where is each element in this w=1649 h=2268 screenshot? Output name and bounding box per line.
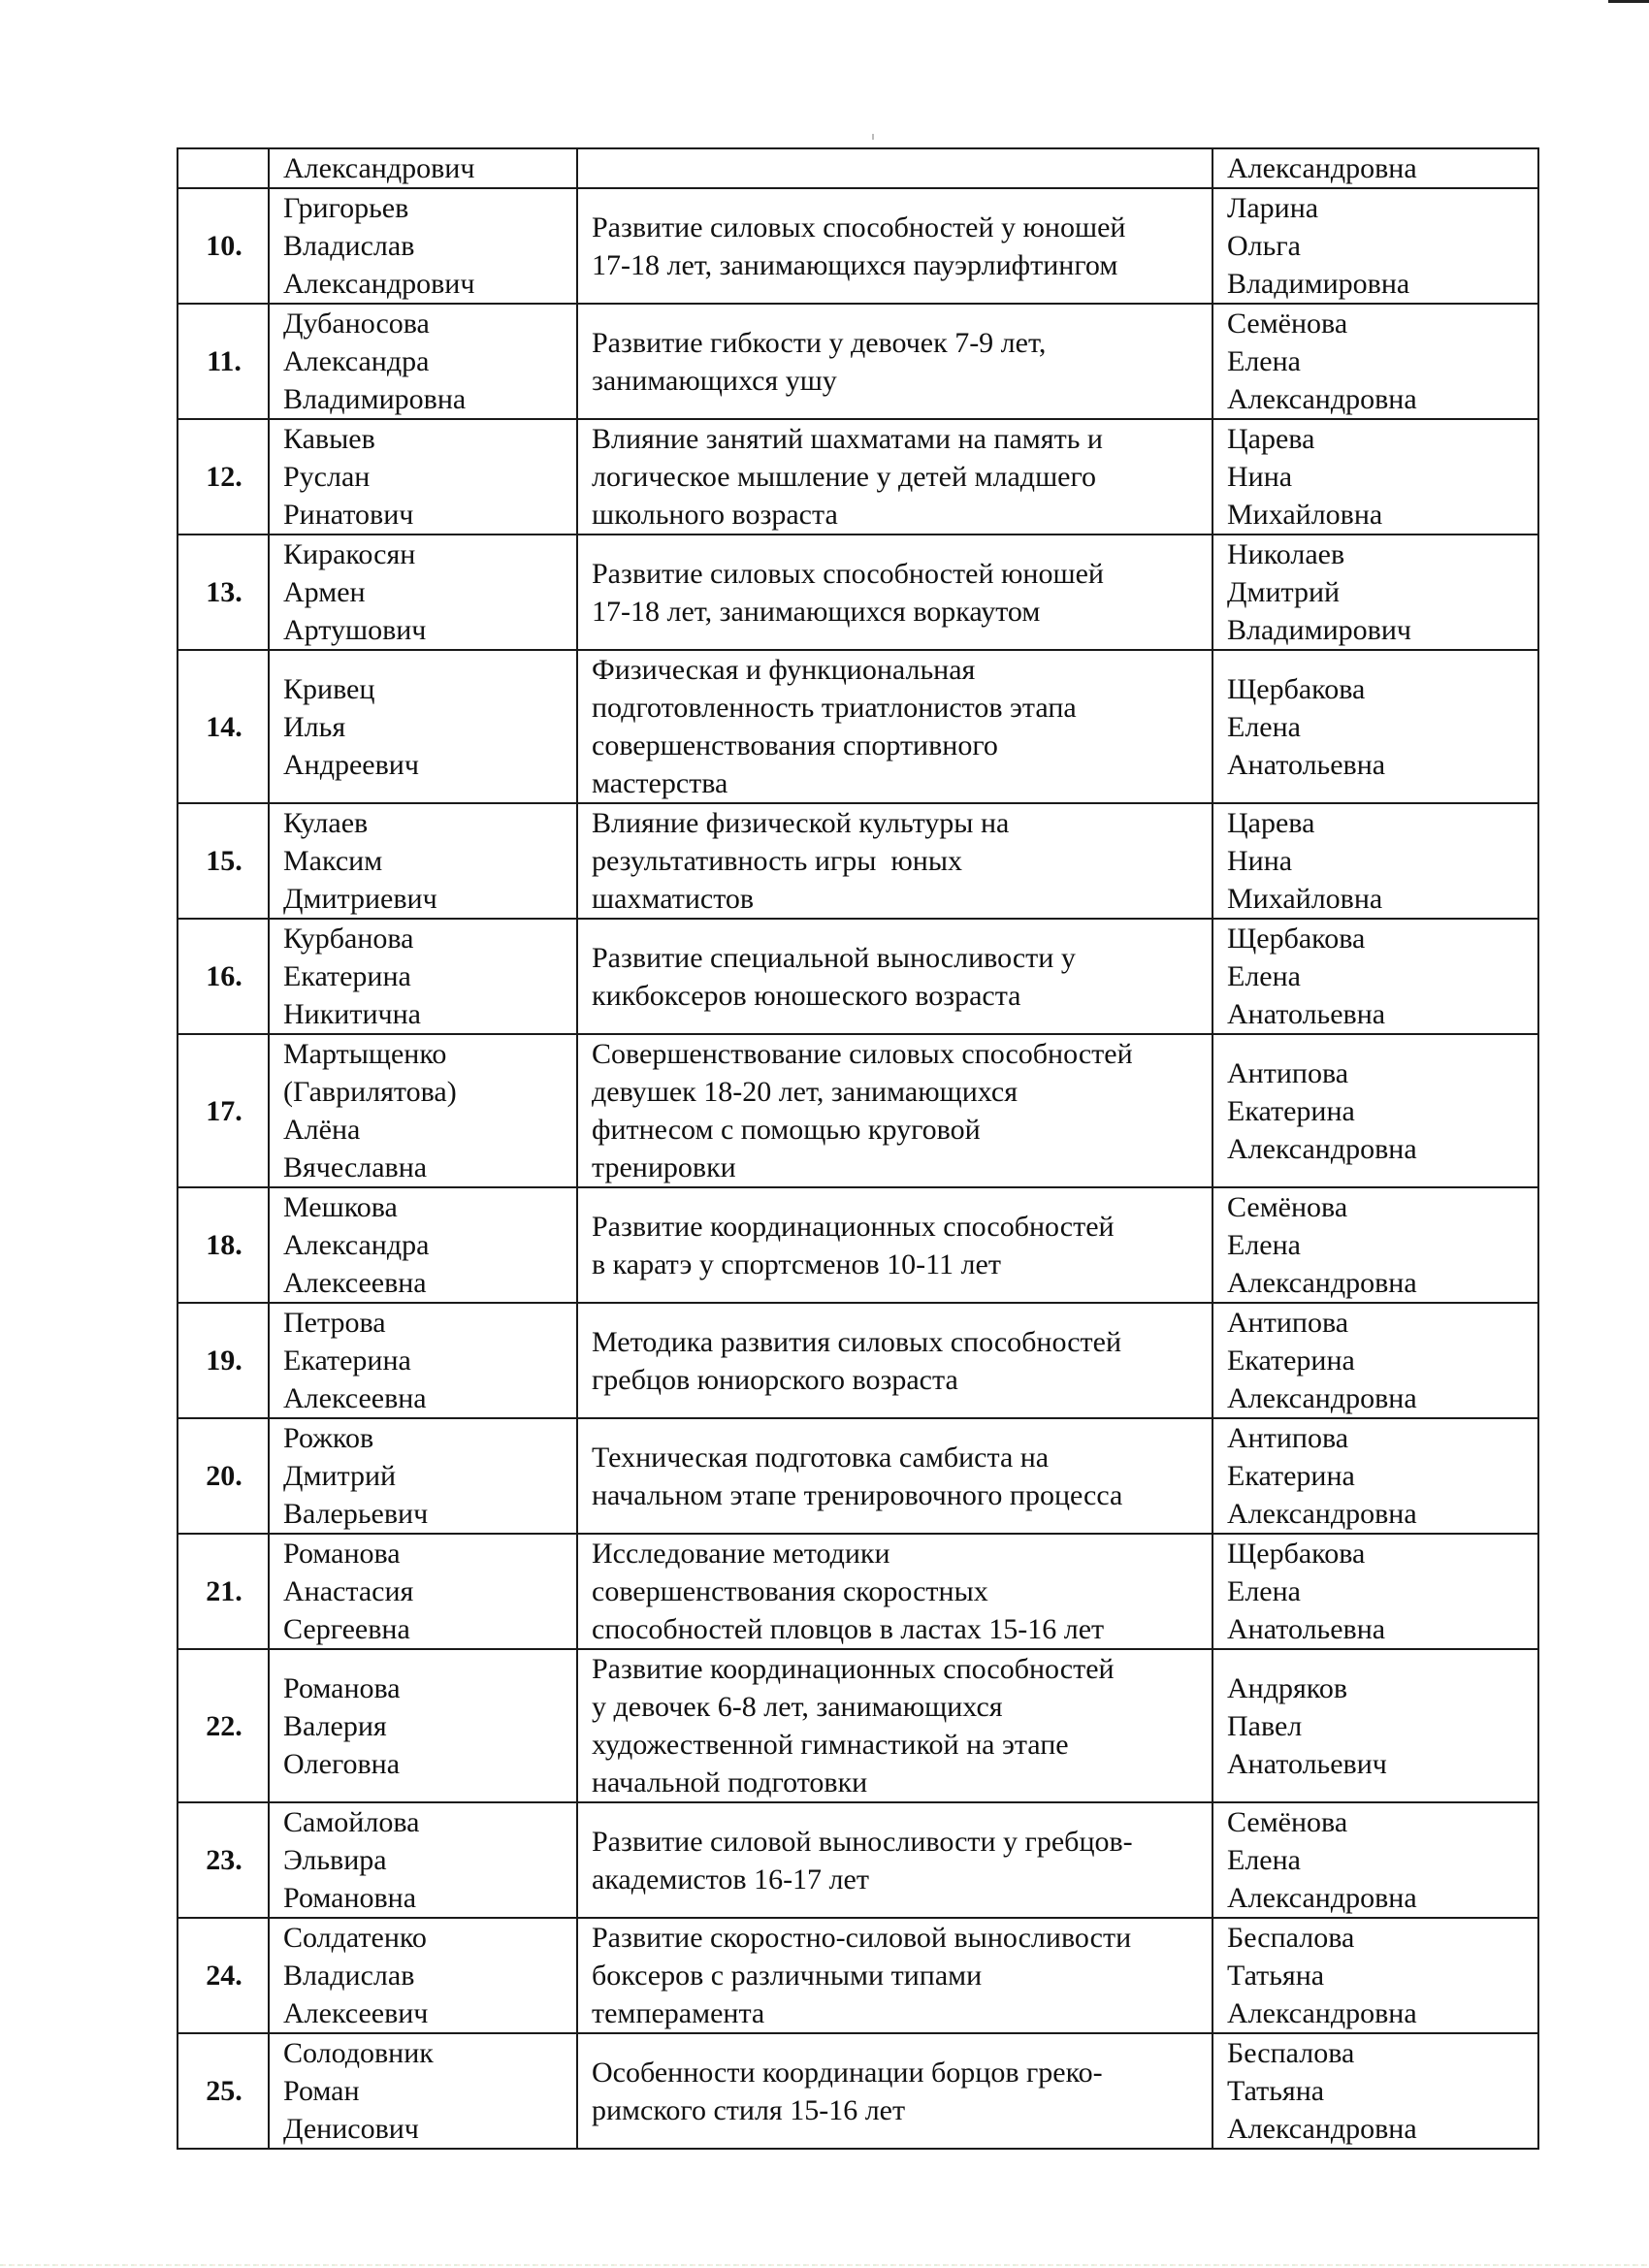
scan-bottom-edge [0,2264,1649,2266]
student-name-line: Сергеевна [283,1613,410,1645]
student-name-line: Владислав [283,1960,415,1992]
student-name-line: Александрович [283,152,475,184]
supervisor-name-line: Александровна [1227,1498,1417,1530]
supervisor-name-line: Царева [1227,423,1315,455]
thesis-topic-cell [577,1649,1212,1802]
thesis-topic-line: шахматистов [592,883,755,915]
student-name-line: Владимировна [283,383,467,415]
supervisor-cell [1212,304,1538,419]
thesis-topic-cell [577,1918,1212,2033]
thesis-topic-line: подготовленность триатлонистов этапа [592,692,1077,724]
row-number-cell: 20. [178,1418,269,1534]
thesis-topic-line: темперамента [592,1997,765,2029]
thesis-topic-line: совершенствования скоростных [592,1575,988,1607]
thesis-topic-line: 17-18 лет, занимающихся пауэрлифтингом [592,248,1118,281]
table-row [178,1034,1538,1187]
supervisor-name-line: Елена [1227,1229,1301,1261]
thesis-topic-cell [577,2033,1212,2149]
thesis-topic-cell [577,304,1212,419]
supervisor-name-line: Семёнова [1227,308,1348,340]
supervisor-cell [1212,188,1538,304]
supervisor-name-line: Елена [1227,1575,1301,1607]
thesis-topic-line: римского стиля 15-16 лет [592,2093,906,2126]
supervisor-name-line: Татьяна [1227,1960,1325,1992]
supervisor-name-line: Екатерина [1227,1094,1355,1127]
thesis-topic-line: результативность игры юных [592,845,962,877]
supervisor-cell [1212,1918,1538,2033]
supervisor-name-line: Елена [1227,1844,1301,1876]
supervisor-cell [1212,1303,1538,1418]
row-number-cell: 15. [178,803,269,919]
student-name-line: Роман [283,2075,360,2107]
table-row [178,535,1538,650]
thesis-topic-line: Развитие силовых способностей у юношей [592,211,1126,243]
student-name-line: Петрова [283,1307,386,1339]
supervisor-cell [1212,1418,1538,1534]
thesis-topic-line: Исследование методики [592,1538,890,1570]
scan-smudge [872,134,874,140]
student-name-cell [269,2033,577,2149]
supervisor-cell [1212,419,1538,535]
supervisor-name-line: Щербакова [1227,923,1366,955]
supervisor-cell [1212,1649,1538,1802]
student-name-line: Владислав [283,230,415,262]
row-number-cell: 13. [178,535,269,650]
supervisor-name-line: Беспалова [1227,2037,1355,2069]
student-name-line: Ринатович [283,499,414,531]
supervisor-name-line: Михайловна [1227,499,1383,531]
table-row [178,1802,1538,1918]
supervisor-name-line: Антипова [1227,1056,1349,1089]
student-name-line: Андреевич [283,748,419,781]
table-row [178,1418,1538,1534]
thesis-topic-line: Развитие специальной выносливости у [592,941,1076,974]
thesis-topic-line: тренировки [592,1151,736,1183]
supervisor-name-line: Нина [1227,461,1293,493]
student-name-line: Валерьевич [283,1498,429,1530]
student-name-line: Екатерина [283,960,411,992]
table-row [178,919,1538,1034]
supervisor-name-line: Анатольевна [1227,998,1386,1030]
thesis-topic-cell [577,919,1212,1034]
supervisor-name-line: Беспалова [1227,1922,1355,1954]
supervisor-name-line: Екатерина [1227,1460,1355,1492]
supervisor-cell [1212,1534,1538,1649]
student-name-line: Алёна [283,1114,361,1146]
thesis-topic-cell [577,1187,1212,1303]
row-number-cell: 21. [178,1534,269,1649]
row-number-cell: 24. [178,1918,269,2033]
thesis-topic-line: Особенности координации борцов греко- [592,2056,1103,2089]
supervisor-name-line: Анатольевна [1227,748,1386,781]
thesis-topic-cell [577,1534,1212,1649]
row-number-cell: 14. [178,650,269,803]
thesis-topic-line: совершенствования спортивного [592,729,998,761]
student-name-cell [269,1802,577,1918]
table-row [178,1649,1538,1802]
table-row [178,2033,1538,2149]
thesis-topic-line: 17-18 лет, занимающихся воркаутом [592,595,1041,628]
thesis-topic-line: Развитие силовой выносливости у гребцов- [592,1825,1133,1858]
student-name-line: Александра [283,1229,430,1261]
thesis-topic-cell [577,650,1212,803]
student-name-cell [269,1187,577,1303]
thesis-topic-line: Развитие координационных способностей [592,1210,1115,1243]
thesis-topic-cell [577,419,1212,535]
student-name-cell [269,304,577,419]
thesis-topic-line: боксеров с различными типами [592,1960,983,1992]
thesis-topic-line: Методика развития силовых способностей [592,1325,1122,1358]
thesis-topic-line: у девочек 6-8 лет, занимающихся [592,1691,1003,1723]
table-body [178,148,1538,2149]
supervisor-name-line: Антипова [1227,1422,1349,1454]
supervisor-name-line: Дмитрий [1227,576,1341,608]
student-name-line: Алексеевна [283,1267,427,1299]
supervisor-name-line: Александровна [1227,1997,1417,2029]
thesis-topic-line: гребцов юниорского возраста [592,1363,958,1396]
student-name-line: Вячеславна [283,1151,428,1183]
row-number-cell: 19. [178,1303,269,1418]
student-name-cell [269,188,577,304]
student-name-line: Курбанова [283,923,414,955]
student-name-line: Дмитрий [283,1460,397,1492]
student-name-line: Валерия [283,1709,387,1742]
student-name-line: Руслан [283,461,371,493]
student-name-line: Олеговна [283,1747,401,1780]
row-number-cell: 18. [178,1187,269,1303]
student-name-line: Кавыев [283,423,375,455]
supervisor-name-line: Владимирович [1227,614,1411,646]
thesis-topic-line: в каратэ у спортсменов 10-11 лет [592,1247,1001,1280]
student-name-cell [269,650,577,803]
student-name-line: Илья [283,710,346,743]
student-name-cell [269,1034,577,1187]
supervisor-cell [1212,803,1538,919]
table-row [178,1187,1538,1303]
thesis-topic-line: фитнесом с помощью круговой [592,1114,981,1146]
thesis-topic-cell [577,1034,1212,1187]
supervisor-name-line: Александровна [1227,1382,1417,1414]
student-name-cell [269,1303,577,1418]
thesis-topic-line: Влияние физической культуры на [592,807,1010,839]
thesis-topic-cell [577,535,1212,650]
supervisor-name-line: Александровна [1227,1132,1417,1165]
student-name-line: Алексеевич [283,1997,429,2029]
supervisor-name-line: Семёнова [1227,1806,1348,1838]
student-name-line: Эльвира [283,1844,387,1876]
student-name-cell [269,148,577,188]
supervisor-cell [1212,919,1538,1034]
row-number-cell: 17. [178,1034,269,1187]
thesis-topic-line: Физическая и функциональная [592,654,976,686]
table-row [178,1534,1538,1649]
student-name-line: Кривец [283,672,375,705]
student-name-line: Анастасия [283,1575,414,1607]
student-name-line: Александрович [283,268,475,300]
student-name-line: (Гаврилятова) [283,1076,457,1108]
student-name-line: Александра [283,345,430,377]
row-number-cell: 22. [178,1649,269,1802]
supervisor-name-line: Ольга [1227,230,1301,262]
thesis-topic-line: Техническая подготовка самбиста на [592,1441,1050,1474]
student-name-cell [269,919,577,1034]
row-number-cell: 16. [178,919,269,1034]
supervisor-cell [1212,148,1538,188]
table-row-continuation [178,148,1538,188]
thesis-topic-line: способностей пловцов в ластах 15-16 лет [592,1613,1105,1645]
supervisor-name-line: Владимировна [1227,268,1410,300]
supervisor-cell [1212,535,1538,650]
supervisor-name-line: Антипова [1227,1307,1349,1339]
student-name-line: Денисович [283,2113,419,2145]
supervisor-name-line: Александровна [1227,1267,1417,1299]
supervisor-name-line: Елена [1227,960,1301,992]
thesis-topic-line: логическое мышление у детей младшего [592,461,1097,493]
thesis-topic-line: академистов 16-17 лет [592,1863,869,1895]
supervisor-cell [1212,1187,1538,1303]
student-name-line: Екатерина [283,1345,411,1377]
supervisor-name-line: Щербакова [1227,672,1366,705]
thesis-topic-line: Развитие координационных способностей [592,1653,1115,1685]
thesis-topic-line: Влияние занятий шахматами на память и [592,423,1103,455]
thesis-topic-line: Развитие гибкости у девочек 7-9 лет, [592,326,1047,359]
supervisor-name-line: Александровна [1227,152,1417,184]
thesis-topic-line: Развитие силовых способностей юношей [592,557,1104,590]
supervisor-name-line: Нина [1227,845,1293,877]
table-row [178,1303,1538,1418]
student-name-cell [269,1418,577,1534]
student-name-line: Мартыщенко [283,1038,447,1070]
thesis-topic-cell [577,148,1212,188]
supervisor-name-line: Елена [1227,345,1301,377]
student-name-line: Максим [283,845,383,877]
thesis-topic-line: школьного возраста [592,499,838,531]
student-name-line: Мешкова [283,1191,398,1223]
thesis-topic-cell [577,188,1212,304]
student-name-cell [269,535,577,650]
supervisor-cell [1212,2033,1538,2149]
thesis-topic-line: начальном этапе тренировочного процесса [592,1478,1123,1511]
supervisor-name-line: Анатольевич [1227,1747,1387,1780]
student-name-line: Романова [283,1671,401,1704]
supervisor-cell [1212,1802,1538,1918]
row-number-cell: 12. [178,419,269,535]
supervisor-name-line: Александровна [1227,1882,1417,1914]
row-number-cell: 10. [178,188,269,304]
student-name-line: Никитична [283,998,421,1030]
thesis-topic-cell [577,1802,1212,1918]
table-row [178,1918,1538,2033]
student-name-line: Дубаносова [283,308,430,340]
student-name-line: Дмитриевич [283,883,437,915]
thesis-topic-line: кикбоксеров юношеского возраста [592,979,1021,1012]
student-name-line: Романовна [283,1882,417,1914]
supervisor-name-line: Александровна [1227,383,1417,415]
student-name-line: Самойлова [283,1806,420,1838]
table-row [178,803,1538,919]
thesis-topic-line: Совершенствование силовых способностей [592,1038,1133,1070]
supervisor-name-line: Царева [1227,807,1315,839]
supervisor-name-line: Екатерина [1227,1345,1355,1377]
student-name-line: Григорьев [283,192,409,224]
row-number-cell: 11. [178,304,269,419]
student-name-cell [269,1534,577,1649]
row-number-cell: 23. [178,1802,269,1918]
thesis-topic-line: девушек 18-20 лет, занимающихся [592,1076,1018,1108]
thesis-topic-line: мастерства [592,767,728,799]
student-name-cell [269,803,577,919]
student-name-cell [269,419,577,535]
supervisor-cell [1212,1034,1538,1187]
thesis-topic-cell [577,1303,1212,1418]
student-name-line: Солодовник [283,2037,434,2069]
table-row [178,304,1538,419]
thesis-topic-cell [577,1418,1212,1534]
supervisor-name-line: Анатольевна [1227,1613,1386,1645]
student-name-line: Романова [283,1538,401,1570]
supervisor-name-line: Александровна [1227,2113,1417,2145]
student-name-line: Рожков [283,1422,374,1454]
table-row [178,419,1538,535]
thesis-topic-line: занимающихся ушу [592,364,837,397]
student-name-line: Киракосян [283,538,416,570]
supervisor-name-line: Николаев [1227,538,1345,570]
supervisor-cell [1212,650,1538,803]
row-number-cell [178,148,269,188]
scan-edge-mark [1608,0,1649,3]
supervisor-name-line: Ларина [1227,192,1319,224]
thesis-topic-line: начальной подготовки [592,1766,868,1798]
thesis-topics-table [177,147,1539,2150]
supervisor-name-line: Татьяна [1227,2075,1325,2107]
table-row [178,650,1538,803]
student-name-cell [269,1649,577,1802]
table-row [178,188,1538,304]
thesis-topic-line: Развитие скоростно-силовой выносливости [592,1922,1132,1954]
student-name-cell [269,1918,577,2033]
student-name-line: Солдатенко [283,1922,427,1954]
student-name-line: Кулаев [283,807,369,839]
supervisor-name-line: Павел [1227,1709,1303,1742]
student-name-line: Армен [283,576,366,608]
thesis-topic-cell [577,803,1212,919]
supervisor-name-line: Семёнова [1227,1191,1348,1223]
student-name-line: Артушович [283,614,427,646]
row-number-cell: 25. [178,2033,269,2149]
supervisor-name-line: Андряков [1227,1671,1347,1704]
thesis-topic-line: художественной гимнастикой на этапе [592,1729,1069,1761]
supervisor-name-line: Елена [1227,710,1301,743]
supervisor-name-line: Щербакова [1227,1538,1366,1570]
student-name-line: Алексеевна [283,1382,427,1414]
supervisor-name-line: Михайловна [1227,883,1383,915]
